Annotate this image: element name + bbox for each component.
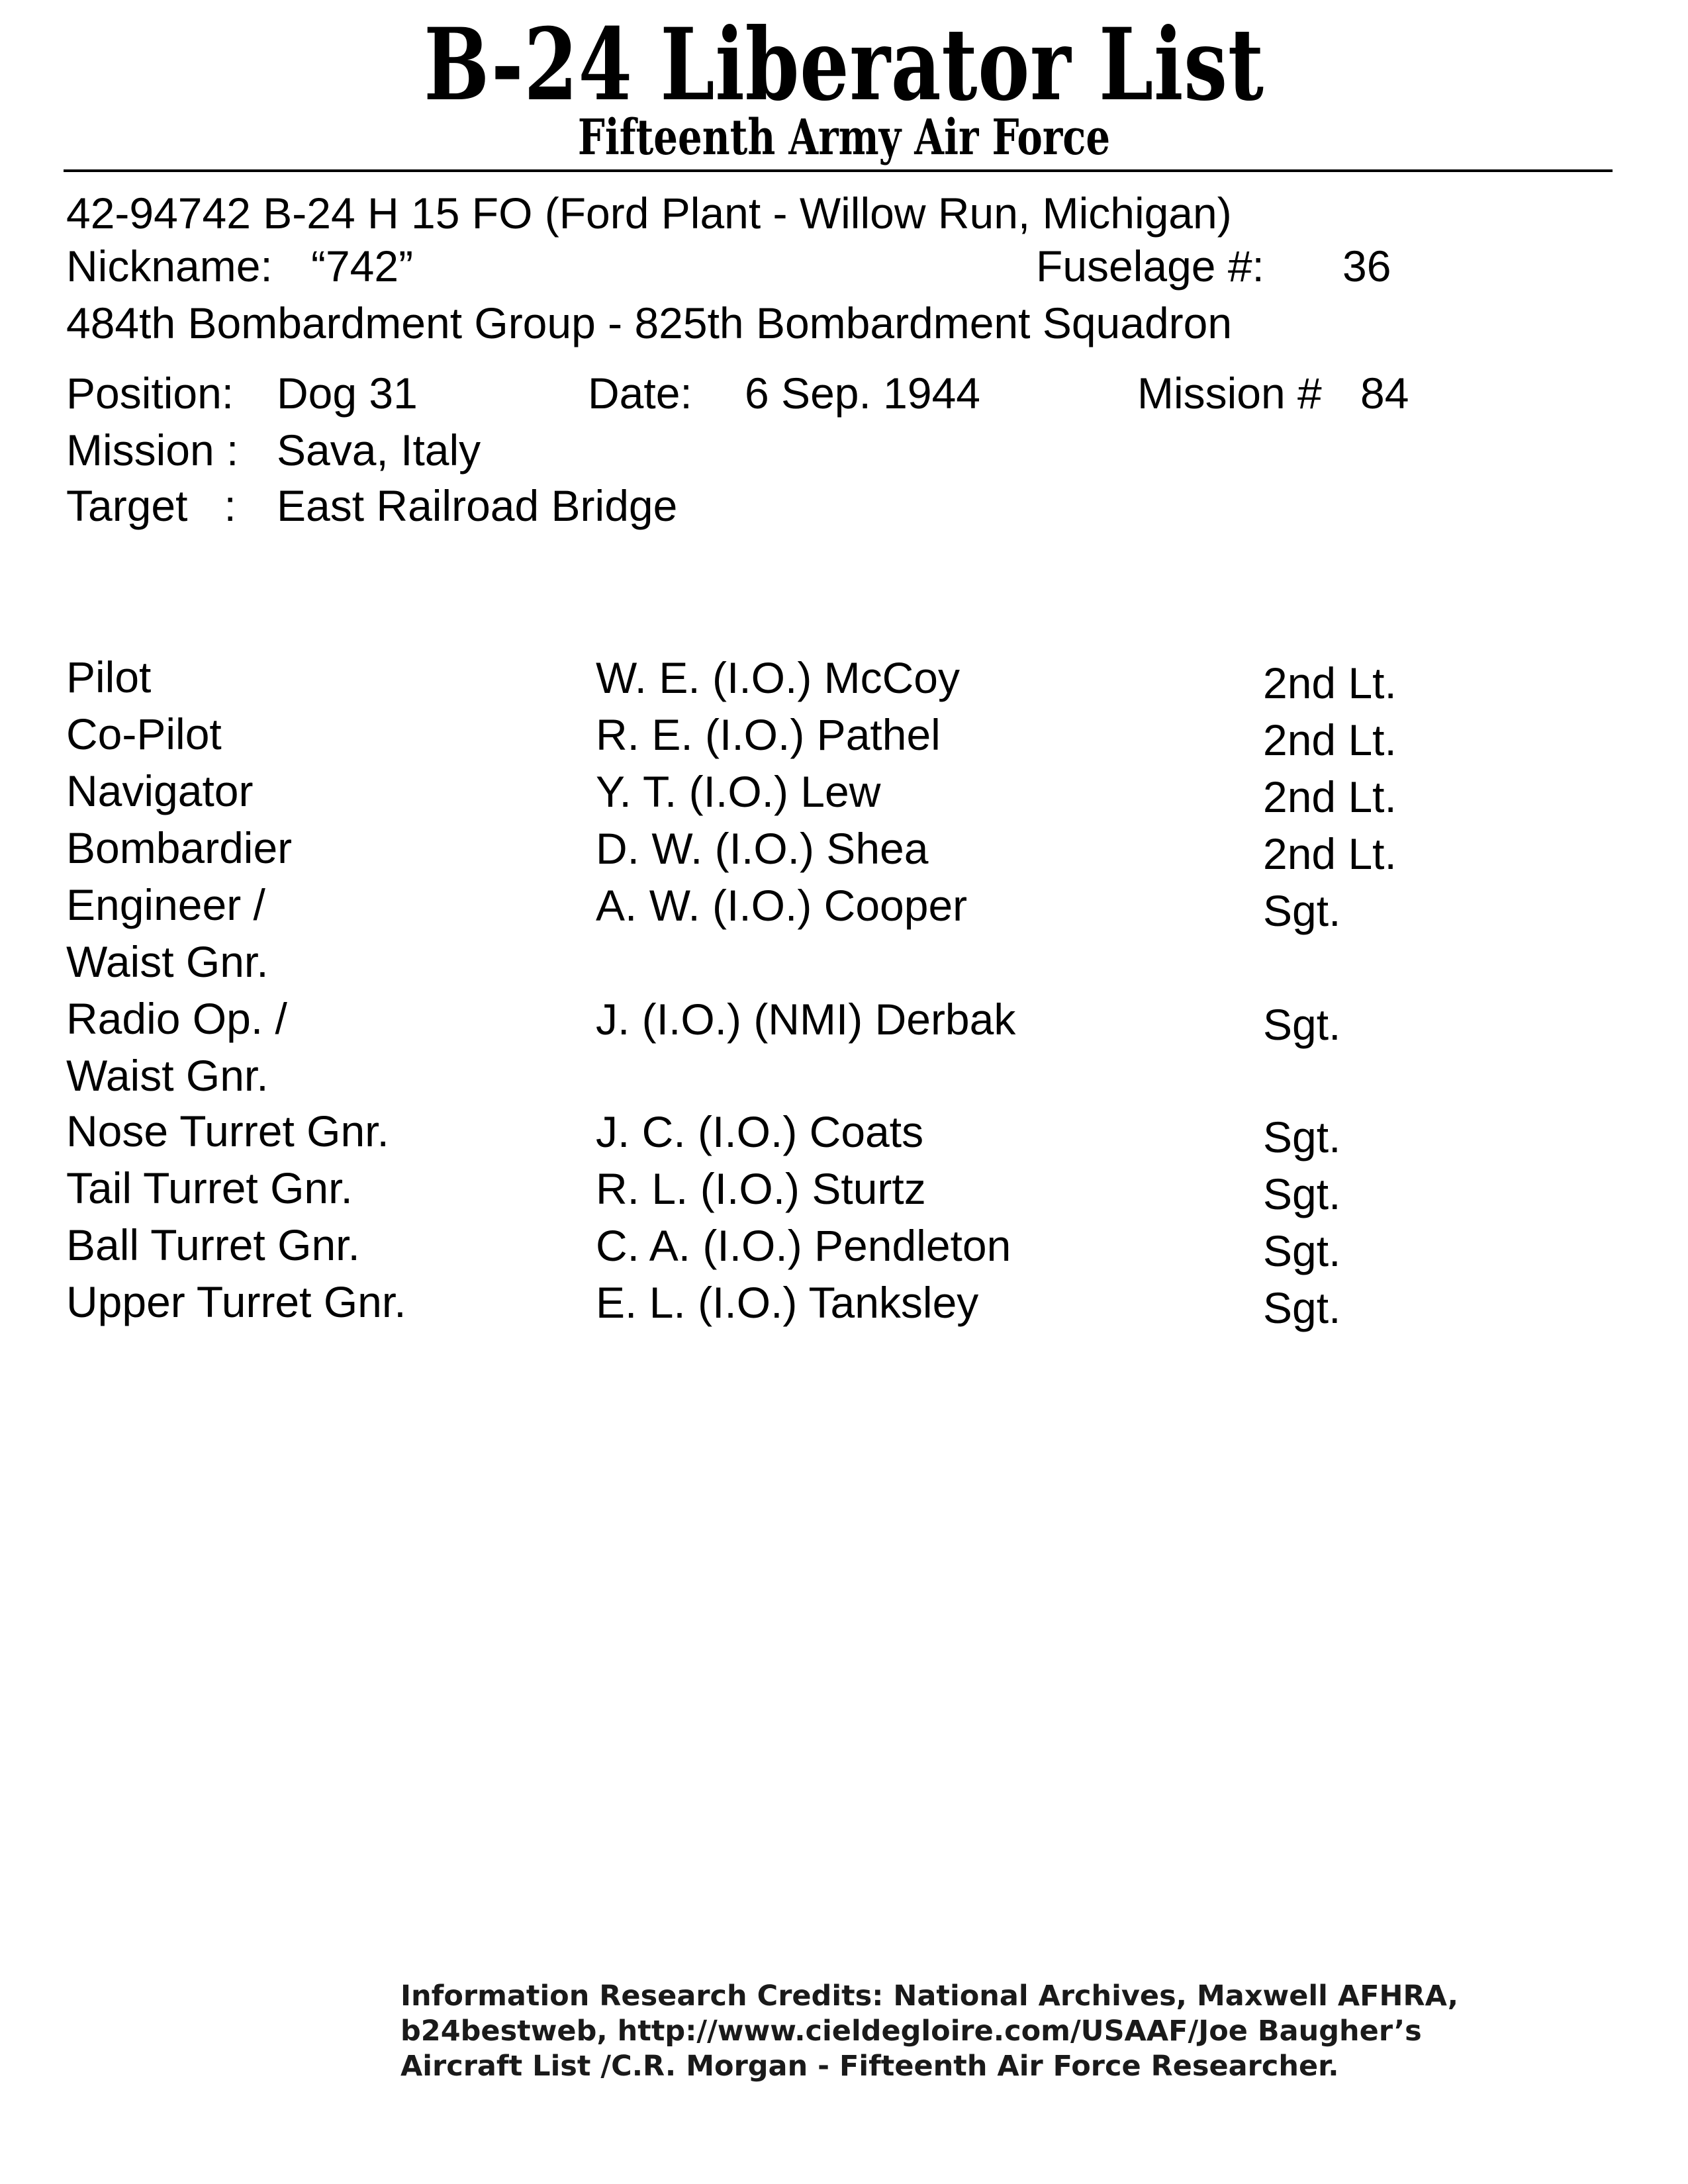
crew-rank: 2nd Lt.	[1263, 829, 1397, 878]
crew-row	[0, 819, 1688, 879]
date-value: 6 Sep. 1944	[745, 369, 980, 418]
crew-rank: 2nd Lt.	[1263, 659, 1397, 707]
header-divider	[64, 169, 1613, 172]
crew-rank: 2nd Lt.	[1263, 772, 1397, 821]
crew-position: Ball Turret Gnr.	[66, 1220, 360, 1269]
crew-name: J. C. (I.O.) Coats	[596, 1107, 924, 1156]
mission-label: Mission :	[66, 426, 239, 475]
page-subtitle: Fifteenth Army Air Force	[577, 109, 1111, 166]
crew-row	[0, 990, 1688, 1104]
crew-rank: Sgt.	[1263, 1169, 1341, 1218]
crew-name: W. E. (I.O.) McCoy	[596, 653, 961, 702]
nickname-label: Nickname:	[66, 242, 273, 291]
page-title: B-24 Liberator List	[424, 7, 1264, 123]
crew-rank: 2nd Lt.	[1263, 715, 1397, 764]
crew-position: Bombardier	[66, 823, 293, 872]
target-label: Target :	[66, 481, 236, 530]
nickname-value: “742”	[311, 242, 414, 291]
fuselage-value: 36	[1342, 242, 1391, 291]
crew-row	[0, 876, 1688, 990]
crew-row	[0, 1273, 1688, 1333]
crew-rank: Sgt.	[1263, 1226, 1341, 1275]
mission-value: Sava, Italy	[277, 426, 481, 475]
unit-line: 484th Bombardment Group - 825th Bombardment Squadron	[66, 298, 1233, 347]
aircraft-serial-line: 42-94742 B-24 H 15 FO (Ford Plant - Willow Run, Michigan)	[66, 189, 1232, 238]
crew-position: Pilot	[66, 653, 152, 702]
crew-rank: Sgt.	[1263, 1000, 1341, 1049]
credits-line: Information Research Credits: National Archives, Maxwell AFHRA,	[400, 1979, 1459, 2013]
crew-position: Upper Turret Gnr.	[66, 1277, 406, 1326]
position-value: Dog 31	[277, 369, 418, 418]
target-value: East Railroad Bridge	[277, 481, 678, 530]
crew-name: Y. T. (I.O.) Lew	[596, 767, 881, 816]
credits-line: Aircraft List /C.R. Morgan - Fifteenth Air Force Researcher.	[400, 2050, 1339, 2083]
crew-rank: Sgt.	[1263, 1283, 1341, 1332]
crew-name: D. W. (I.O.) Shea	[596, 824, 929, 873]
fuselage-label: Fuselage #:	[1036, 242, 1264, 291]
crew-name: E. L. (I.O.) Tanksley	[596, 1278, 979, 1327]
crew-name: R. L. (I.O.) Sturtz	[596, 1164, 926, 1213]
crew-name: J. (I.O.) (NMI) Derbak	[596, 995, 1016, 1044]
crew-position-continued: Waist Gnr.	[66, 1051, 269, 1100]
crew-position: Nose Turret Gnr.	[66, 1107, 389, 1156]
crew-position: Tail Turret Gnr.	[66, 1163, 353, 1212]
crew-row	[0, 1103, 1688, 1162]
crew-position-continued: Waist Gnr.	[66, 937, 269, 986]
mission-number-value: 84	[1360, 369, 1409, 418]
crew-name: R. E. (I.O.) Pathel	[596, 710, 941, 759]
crew-row	[0, 762, 1688, 822]
crew-position: Co-Pilot	[66, 709, 222, 758]
crew-row	[0, 1216, 1688, 1276]
crew-row	[0, 649, 1688, 708]
crew-name: A. W. (I.O.) Cooper	[596, 881, 968, 930]
crew-position: Engineer /	[66, 880, 265, 929]
crew-row	[0, 1160, 1688, 1219]
crew-row	[0, 705, 1688, 765]
date-label: Date:	[588, 369, 692, 418]
credits-line: b24bestweb, http://www.cieldegloire.com/USAAF/Joe Baugher’s	[400, 2015, 1422, 2048]
crew-name: C. A. (I.O.) Pendleton	[596, 1221, 1011, 1270]
crew-position: Radio Op. /	[66, 994, 287, 1043]
mission-number-label: Mission #	[1137, 369, 1322, 418]
crew-rank: Sgt.	[1263, 1113, 1341, 1161]
crew-position: Navigator	[66, 766, 254, 815]
position-label: Position:	[66, 369, 234, 418]
crew-rank: Sgt.	[1263, 886, 1341, 935]
research-credits	[400, 1979, 1526, 2084]
